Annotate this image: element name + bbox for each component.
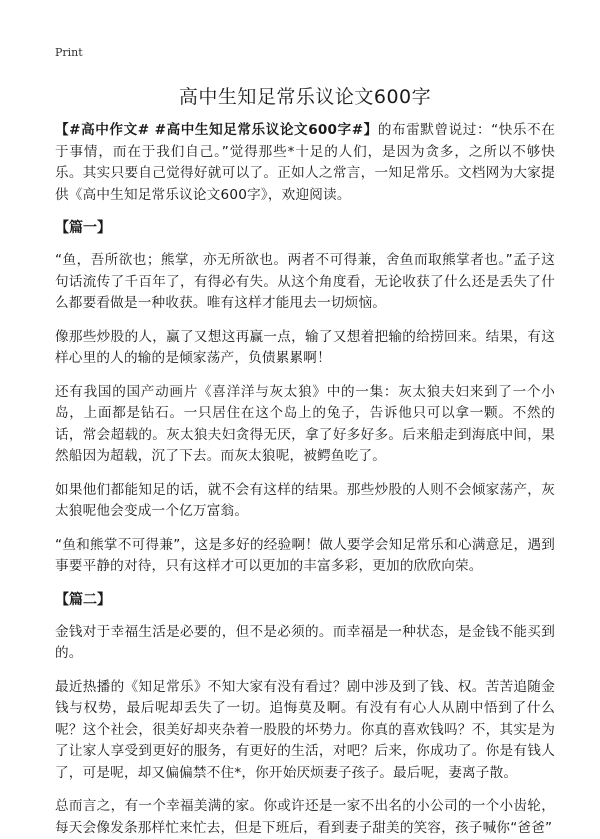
paragraph: 金钱对于幸福生活是必要的，但不是必须的。而幸福是一种状态，是金钱不能买到的。 <box>55 622 555 665</box>
paragraph: “鱼，吾所欲也；熊掌，亦无所欲也。两者不可得兼，舍鱼而取熊掌者也。”孟子这句话流传了千百年了，有得必有失。从这个角度看，无论收获了什么还是丢失了什么都要看做是一种收获。唯有这样才能甩去一切烦恼。 <box>55 250 555 315</box>
section-heading: 【篇一】 <box>55 218 555 238</box>
section-heading: 【篇二】 <box>55 590 555 610</box>
intro-tag: 【#高中作文# #高中生知足常乐议论文600字#】 <box>55 122 378 138</box>
paragraph: 如果他们都能知足的话，就不会有这样的结果。那些炒股的人则不会倾家荡产，灰太狼呢他会变成一个亿万富翁。 <box>55 480 555 523</box>
print-label[interactable]: Print <box>55 46 555 60</box>
section-1 <box>55 218 555 578</box>
paragraph: 还有我国的国产动画片《喜洋洋与灰太狼》中的一集：灰太狼夫妇来到了一个小岛，上面都是钻石。一只居住在这个岛上的兔子，告诉他只可以拿一颗。不然的话，常会超载的。灰太狼夫妇贪得无厌，拿了好多好多。后来船走到海底中间，果然船因为超载，沉了下去。而灰太狼呢，被鳄鱼吃了。 <box>55 382 555 468</box>
paragraph: 总而言之，有一个幸福美满的家。你或许还是一家不出名的小公司的一个小齿轮，每天会像发条那样忙来忙去，但是下班后，看到妻子甜美的笑容，孩子喊你“爸爸” <box>55 796 555 839</box>
section-2 <box>55 590 555 839</box>
intro-text: 的布雷默曾说过：“快乐不在于事情，而在于我们自己。”觉得那些*十足的人们，是因为贪多，之所以不够快乐。其实只要自己觉得好就可以了。正如人之常言，一知足常乐。文档网为大家提供《高中生知足常乐议论文600字》，欢迎阅读。 <box>55 122 555 203</box>
paragraph: “鱼和熊掌不可得兼”，这是多好的经验啊！做人要学会知足常乐和心满意足，遇到事要平静的对待，只有这样才可以更加的丰富多彩，更加的欣欣向荣。 <box>55 535 555 578</box>
intro-paragraph <box>55 120 555 206</box>
paragraph: 像那些炒股的人，赢了又想这再赢一点，输了又想着把输的给捞回来。结果，有这样心里的人的输的是倾家荡产，负债累累啊！ <box>55 327 555 370</box>
document-title: 高中生知足常乐议论文600字 <box>55 84 555 110</box>
paragraph: 最近热播的《知足常乐》不知大家有没有看过？剧中涉及到了钱、权。苦苦追随金钱与权势，最后呢却丢失了一切。追悔莫及啊。有没有有心人从剧中悟到了什么呢？这个社会，很美好却夹杂着一股股的坏势力。你真的喜欢钱吗？不，其实是为了让家人享受到更好的服务，有更好的生活，对吧？后来，你成功了。你是有钱人了，可是呢，却又偏偏禁不住*，你开始厌烦妻子孩子。最后呢，妻离子散。 <box>55 677 555 785</box>
